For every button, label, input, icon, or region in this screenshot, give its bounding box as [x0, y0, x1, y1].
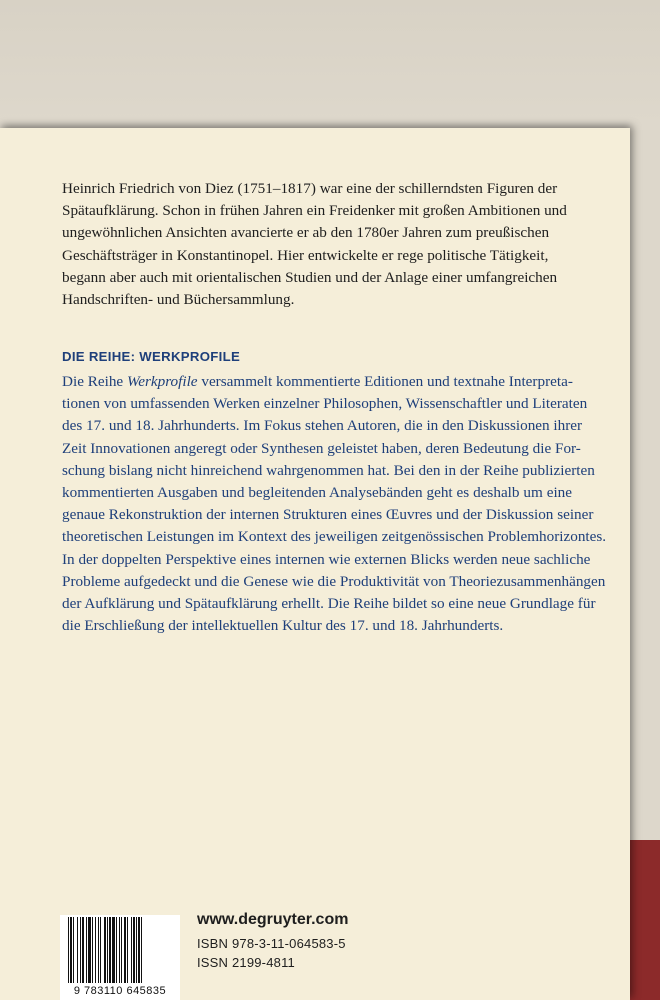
red-book-edge: [630, 840, 660, 1000]
series-line: kommentierten Ausgaben und begleitenden Analysebänden geht es deshalb um eine: [62, 484, 572, 502]
series-line: In der doppelten Perspektive eines internen wie externen Blicks werden neue sachliche: [62, 550, 591, 568]
barcode-digits: 9 783110 645835: [73, 985, 167, 997]
series-intro-before: Die Reihe: [62, 373, 127, 390]
book-summary: [62, 178, 572, 311]
series-line: Zeit Innovationen angeregt oder Synthesen geleistet haben, deren Bedeutung die For-: [62, 439, 581, 457]
series-title-italic: Werkprofile: [126, 373, 198, 390]
isbn-barcode: [60, 915, 180, 1000]
issn-number: ISSN 2199-4811: [197, 955, 295, 970]
summary-line: Geschäftsträger in Konstantinopel. Hier entwickelte er rege politische Tätigkeit,: [62, 246, 549, 264]
isbn-number: ISBN 978-3-11-064583-5: [197, 936, 346, 951]
series-line: [62, 371, 572, 393]
series-description: [62, 371, 607, 637]
series-heading: DIE REIHE: WERKPROFILE: [62, 349, 241, 364]
series-line: genaue Rekonstruktion der internen Strukturen eines Œuvres und der Diskussion seiner: [62, 506, 594, 524]
publisher-url[interactable]: www.degruyter.com: [197, 911, 349, 928]
series-line: der Aufklärung und Spätaufklärung erhellt. Die Reihe bildet so eine neue Grundlage für: [62, 595, 596, 613]
series-line: die Erschließung der intellektuellen Kultur des 17. und 18. Jahrhunderts.: [62, 617, 504, 635]
summary-line: ungewöhnlichen Ansichten avancierte er ab den 1780er Jahren zum preußischen: [62, 224, 550, 242]
summary-line: Handschriften- und Büchersammlung.: [62, 291, 295, 309]
barcode-bars: [66, 917, 174, 983]
background-top: [0, 0, 660, 130]
summary-line: Spätaufklärung. Schon in frühen Jahren ein Freidenker mit großen Ambitionen und: [62, 202, 567, 220]
series-line: schung bislang nicht hinreichend wahrgenommen hat. Bei den in der Reihe publizierten: [62, 461, 595, 479]
series-intro-after: versammelt kommentierte Editionen und textnahe Interpreta-: [197, 373, 573, 390]
series-line: des 17. und 18. Jahrhunderts. Im Fokus stehen Autoren, die in den Diskussionen ihrer: [62, 417, 583, 435]
series-line: Probleme aufgedeckt und die Genese wie die Produktivität von Theoriezusammenhängen: [62, 572, 606, 590]
summary-line: Heinrich Friedrich von Diez (1751–1817) war eine der schillerndsten Figuren der: [62, 180, 558, 197]
series-line: tionen von umfassenden Werken einzelner Philosophen, Wissenschaftler und Literaten: [62, 395, 588, 413]
summary-line: begann aber auch mit orientalischen Studien und der Anlage einer umfangreichen: [62, 268, 558, 286]
series-line: theoretischen Leistungen im Kontext des jeweiligen zeitgenössischen Problemhorizontes.: [62, 528, 607, 546]
